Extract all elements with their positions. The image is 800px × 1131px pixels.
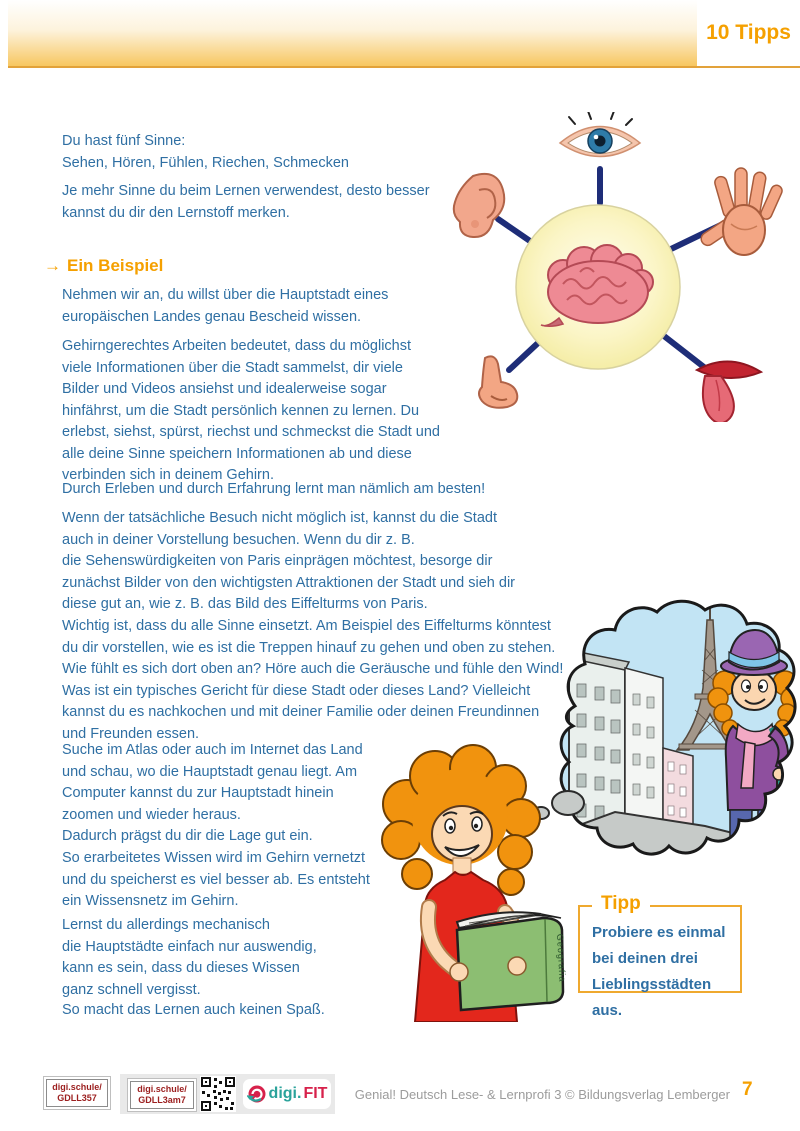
geography-book (450, 912, 568, 1010)
girl-left-hand (450, 963, 468, 981)
senses-brain-diagram (435, 112, 795, 422)
paragraph-knowledge-net: So erarbeitetes Wissen wird im Gehirn vernetzt und du speicherst es viel besser ab. Es entsteht ein Wissensnetz im Gehirn. (62, 850, 370, 909)
paragraph-brain-work: Gehirngerechtes Arbeiten bedeutet, dass du möglichst viele Informationen über die Stadt sammelst, dir viele Bilder und Videos ansiehst und idealerweise sogar hinfährst, um die Stadt persönlich kennen zu lernen. Du erlebst, siehst, spürst, riechst und schmeckst die Stadt und alle deine Sinne speichern Informationen ab und diese verbinden sich in deinem Gehirn. (62, 338, 440, 483)
paragraph-more-senses: Je mehr Sinne du beim Lernen verwendest, desto besser kannst du dir den Lernstoff merken. (62, 183, 430, 221)
imprint-credit: Genial! Deutsch Lese- & Lernprofi 3 © Bildungsverlag Lemberger (354, 1087, 730, 1102)
paragraph-imagination: Wenn der tatsächliche Besuch nicht möglich ist, kannst du die Stadt auch in deiner Vorstellung besuchen. Wenn du dir z. B. die Sehenswürdigkeiten von Paris einprägen möchtest, besorge dir zunächst Bilder von den wichtigsten Attraktionen der Stadt und sieh dir diese gut an, wie z. B. das Bild des Eiffelturms von Paris. (62, 510, 515, 612)
qr-code (200, 1076, 236, 1112)
paris-thought-bubble (555, 598, 800, 883)
section-heading-label: Ein Beispiel (67, 256, 164, 275)
reading-girl (365, 742, 570, 1022)
paragraph-atlas: Suche im Atlas oder auch im Internet das Land und schau, wo die Hauptstadt genau liegt. Am Computer kannst du zur Hauptstadt hinein zoomen und wieder heraus. Dadurch prägst du dir die Lage gut ein. (62, 742, 363, 844)
section-heading (44, 256, 163, 276)
page-number: 7 (742, 1079, 753, 1100)
digi-schule-badge-2: digi.schule/ GDLL3am7 (130, 1081, 194, 1109)
girl-right-hand (508, 957, 526, 975)
arrow-icon: → (44, 256, 61, 275)
tip-box (578, 893, 742, 1019)
tongue-icon (697, 361, 761, 422)
header-tab (697, 0, 800, 66)
paragraph-experience: Durch Erleben und durch Erfahrung lernt man nämlich am besten! (62, 481, 486, 497)
logo-fit-text: FIT (303, 1085, 328, 1102)
tip-box-text: Probiere es einmal bei deinen drei Lieblingsstädten aus. (592, 924, 726, 1019)
paragraph-example-intro: Nehmen wir an, du willst über die Hauptstadt eines europäischen Landes genau Bescheid wissen. (62, 287, 389, 325)
eye-icon (560, 112, 640, 157)
paragraph-senses-list: Du hast fünf Sinne: Sehen, Hören, Fühlen, Riechen, Schmecken (62, 133, 349, 171)
book-spine-title: Geografia (555, 933, 568, 983)
paragraph-rote-learning: Lernst du allerdings mechanisch die Hauptstädte einfach nur auswendig, kann es sein, dass du dieses Wissen ganz schnell vergisst. (62, 917, 317, 998)
header-gradient-bar (8, 0, 697, 66)
page-title: 10 Tipps (706, 21, 791, 44)
logo-digi-text: digi. (268, 1085, 302, 1102)
ear-icon (454, 174, 504, 237)
hand-icon (699, 168, 784, 255)
paragraph-no-fun: So macht das Lernen auch keinen Spaß. (62, 1002, 325, 1018)
girl-face (432, 806, 492, 862)
digi-fit-logo (243, 1079, 331, 1109)
digi-fit-e-icon (247, 1084, 267, 1104)
header-rule (8, 66, 800, 68)
paragraph-all-senses: Wichtig ist, dass du alle Sinne einsetzt. Am Beispiel des Eiffelturms könntest du dir vorstellen, wie es ist die Treppen hinauf zu gehen und oben zu stehen. Wie fühlt es sich dort oben an? Höre auch die Geräusche und fühle den Wind! Was ist ein typisches Gericht für diese Stadt oder dieses Land? Vielleicht kannst du es nachkochen und mit deiner Familie oder deinen Freundinnen und Freunden essen. (62, 618, 564, 742)
digi-schule-badge-1: digi.schule/ GDLL357 (46, 1079, 108, 1107)
tip-box-label: Tipp (592, 893, 650, 915)
